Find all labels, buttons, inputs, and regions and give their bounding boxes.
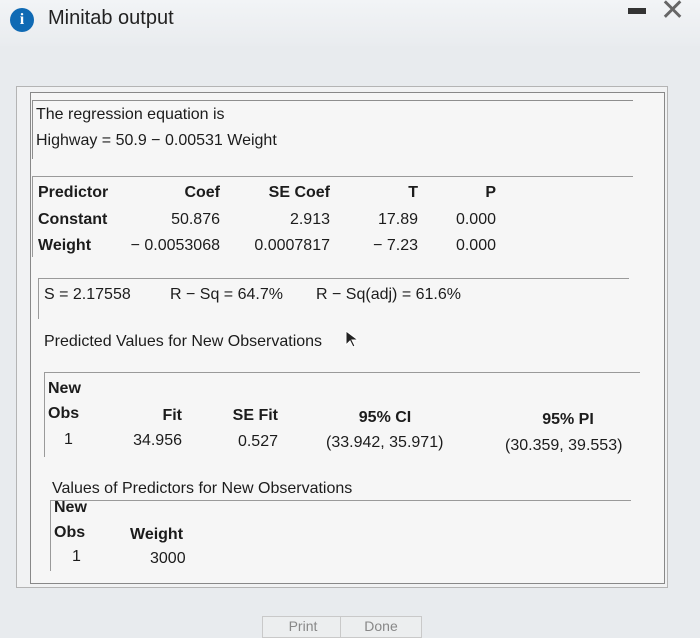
predicted-row-ci: (33.942, 35.971) [326,434,444,451]
predicted-row-pi: (30.359, 39.553) [505,437,623,454]
predictors-row-obs: 1 [72,548,81,565]
stat-s: S = 2.17558 [44,286,131,303]
predicted-header-obs: Obs [48,405,80,422]
stat-r-sq: R − Sq = 64.7% [170,286,283,303]
done-button[interactable]: Done [340,616,422,638]
predicted-heading: Predicted Values for New Observations [44,333,323,350]
table-row-constant-se-coef: 2.913 [289,211,330,228]
equation-heading: The regression equation is [36,106,225,123]
predicted-header-pi: 95% PI [542,411,594,428]
coef-header-coef: Coef [184,184,220,201]
table-row-weight-se-coef: 0.0007817 [254,237,330,254]
mouse-pointer-icon [345,330,359,348]
predictors-header-weight: Weight [130,526,184,543]
predicted-header-ci: 95% CI [358,409,412,426]
predicted-row-se-fit: 0.527 [237,433,278,450]
title-bar [0,0,700,46]
predictors-header-obs: Obs [54,524,86,541]
print-button[interactable]: Print [262,616,344,638]
table-row-constant-coef: 50.876 [171,211,220,228]
predicted-row-fit: 34.956 [133,432,182,449]
predictors-row-weight: 3000 [150,550,186,567]
table-row-weight-t: − 7.23 [373,237,418,254]
window-title: Minitab output [48,7,174,29]
info-icon: i [10,8,34,32]
coef-header-predictor: Predictor [38,184,109,201]
predicted-header-se-fit: SE Fit [232,407,278,424]
table-row-weight-predictor: Weight [38,237,92,254]
predictors-header-new: New [54,499,87,516]
predictors-heading: Values of Predictors for New Observations [52,480,353,497]
predicted-header-fit: Fit [162,407,182,424]
table-row-constant-t: 17.89 [377,211,418,228]
table-row-constant-p: 0.000 [455,211,496,228]
table-row-weight-p: 0.000 [455,237,496,254]
close-icon[interactable]: ✕ [660,0,686,27]
table-row-weight-coef: − 0.0053068 [130,237,220,254]
regression-equation: Highway = 50.9 − 0.00531 Weight [36,132,277,149]
coef-header-se-coef: SE Coef [268,184,330,201]
coef-header-t: T [408,184,418,201]
coef-header-p: P [485,184,496,201]
minimize-icon[interactable] [628,8,646,14]
stat-r-sq-adj: R − Sq(adj) = 61.6% [316,286,461,303]
predicted-row-obs: 1 [64,431,73,448]
predicted-header-new: New [48,380,81,397]
table-row-constant-predictor: Constant [38,211,108,228]
